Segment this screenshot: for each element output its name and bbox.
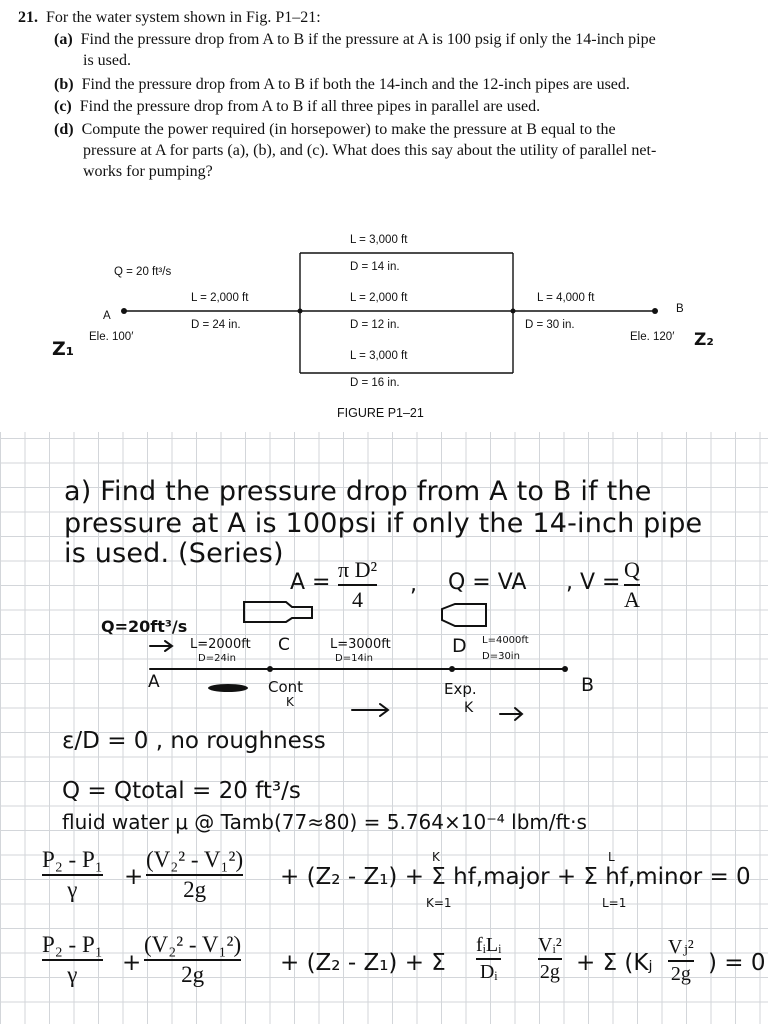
fig-elev-b: Ele. 120′ — [630, 331, 675, 343]
sketch-l3: L=4000ft — [482, 635, 529, 646]
fig-point-a: A — [103, 310, 111, 322]
sketch-node-d — [449, 666, 455, 672]
sketch-node-c — [267, 666, 273, 672]
eq2-minor-sum: + Σ (Kⱼ — [576, 950, 653, 976]
eq1-sum2-top: L — [608, 850, 615, 864]
node-c — [298, 309, 303, 314]
q-equation: Q = VA — [448, 570, 527, 595]
node-a — [121, 308, 127, 314]
sketch-l1: L=2000ft — [190, 637, 251, 652]
sketch-c: C — [278, 635, 290, 655]
direction-arrow-2 — [500, 708, 522, 720]
eq2-velocity-head: Vᵢ² 2g — [538, 934, 562, 983]
fluid-viscosity-note: fluid water μ @ Tamb(77≈80) = 5.764×10⁻⁴ lbm/ft·s — [62, 810, 587, 834]
fig-elev-a: Ele. 100′ — [89, 331, 134, 343]
flow-arrow — [150, 641, 172, 651]
hand-z1: Z₁ — [52, 338, 75, 360]
total-flow-note: Q = Qtotal = 20 ft³/s — [62, 778, 301, 804]
sketch-d2: D=14in — [335, 653, 373, 664]
scribble-mark — [208, 684, 248, 692]
note-line-3: is used. (Series) — [64, 538, 284, 569]
problem-statement — [0, 0, 768, 432]
eq2-velocity-term: (V₂² - V₁²) 2g — [144, 932, 242, 987]
part-d-cont2: works for pumping? — [83, 163, 213, 180]
fig-point-b: B — [676, 303, 684, 315]
pipe-network-figure — [0, 0, 768, 432]
contraction-shape — [244, 602, 312, 622]
sketch-d: D — [452, 635, 467, 657]
sketch-k1: K — [286, 695, 294, 709]
expansion-shape — [442, 604, 486, 626]
eq2-pressure-term: P₂ - P₁ γ — [42, 932, 103, 987]
node-b — [652, 308, 658, 314]
handwritten-notes — [0, 432, 768, 1024]
sketch-flow: Q=20ft³/s — [101, 617, 188, 636]
eq1-sum2-bottom: L=1 — [602, 896, 627, 910]
area-fraction: π D² 4 — [338, 557, 378, 612]
problem-number: 21. — [18, 9, 38, 26]
eq2-friction-fraction: fᵢLᵢ Dᵢ — [476, 934, 502, 983]
fig-inlet-length: L = 2,000 ft — [191, 292, 249, 304]
fig-outlet-diameter: D = 30 in. — [525, 319, 575, 331]
sketch-d3: D=30in — [482, 651, 520, 662]
part-b: (b) Find the pressure drop from A to B if both the 14-inch and the 12-inch pipes are used. — [54, 76, 630, 93]
fig-top-length: L = 3,000 ft — [350, 234, 408, 246]
eq1-sum1-top: K — [432, 850, 440, 864]
eq2-plus: + — [122, 950, 142, 976]
part-d: (d) Compute the power required (in horsepower) to make the pressure at B equal to the — [54, 121, 616, 138]
eq2-middle: + (Z₂ - Z₁) + Σ — [280, 950, 446, 976]
eq1-plus: + — [124, 864, 144, 890]
figure-caption: FIGURE P1–21 — [337, 406, 424, 420]
eq1-rest: + (Z₂ - Z₁) + Σ hf,major + Σ hf,minor = 0 — [280, 864, 751, 890]
eq2-end: ) = 0 — [708, 950, 766, 976]
sketch-contraction: Cont — [268, 678, 304, 696]
note-line-1: a) Find the pressure drop from A to B if the — [64, 476, 652, 507]
eq1-pressure-term: P₂ - P₁ γ — [42, 847, 103, 902]
fig-inlet-diameter: D = 24 in. — [191, 319, 241, 331]
sketch-a: A — [148, 672, 160, 692]
fig-flow-label: Q = 20 ft³/s — [114, 266, 172, 278]
v-equation: , V = — [566, 570, 621, 595]
v-fraction: Q A — [624, 557, 640, 612]
sketch-k2: K — [464, 700, 474, 716]
sketch-b: B — [581, 674, 595, 696]
problem-intro: For the water system shown in Fig. P1–21: — [46, 9, 321, 26]
hand-z2: Z₂ — [694, 330, 714, 350]
sketch-node-b — [562, 666, 568, 672]
part-c: (c) Find the pressure drop from A to B if all three pipes in parallel are used. — [54, 98, 541, 115]
part-d-cont1: pressure at A for parts (a), (b), and (c). What does this say about the utility of parallel net- — [83, 142, 657, 159]
note-line-2: pressure at A is 100psi if only the 14-inch pipe — [64, 508, 703, 539]
roughness-note: ε/D = 0 , no roughness — [62, 728, 326, 754]
fig-bottom-length: L = 3,000 ft — [350, 350, 408, 362]
comma-1: , — [410, 572, 417, 597]
direction-arrow-1 — [352, 704, 388, 716]
sketch-l2: L=3000ft — [330, 637, 391, 652]
fig-top-diameter: D = 14 in. — [350, 261, 400, 273]
eq2-minor-velocity-head: Vⱼ² 2g — [668, 936, 694, 985]
fig-bottom-diameter: D = 16 in. — [350, 377, 400, 389]
part-a-cont: is used. — [83, 52, 131, 69]
fig-mid-diameter: D = 12 in. — [350, 319, 400, 331]
eq1-velocity-term: (V₂² - V₁²) 2g — [146, 847, 244, 902]
eq1-sum1-bottom: K=1 — [426, 896, 452, 910]
sketch-expansion: Exp. — [444, 680, 477, 698]
part-a: (a) Find the pressure drop from A to B if the pressure at A is 100 psig if only the 14-inch pipe — [54, 31, 656, 48]
fig-mid-length: L = 2,000 ft — [350, 292, 408, 304]
area-lhs: A = — [290, 570, 331, 595]
node-d — [511, 309, 516, 314]
sketch-d1: D=24in — [198, 653, 236, 664]
fig-outlet-length: L = 4,000 ft — [537, 292, 595, 304]
